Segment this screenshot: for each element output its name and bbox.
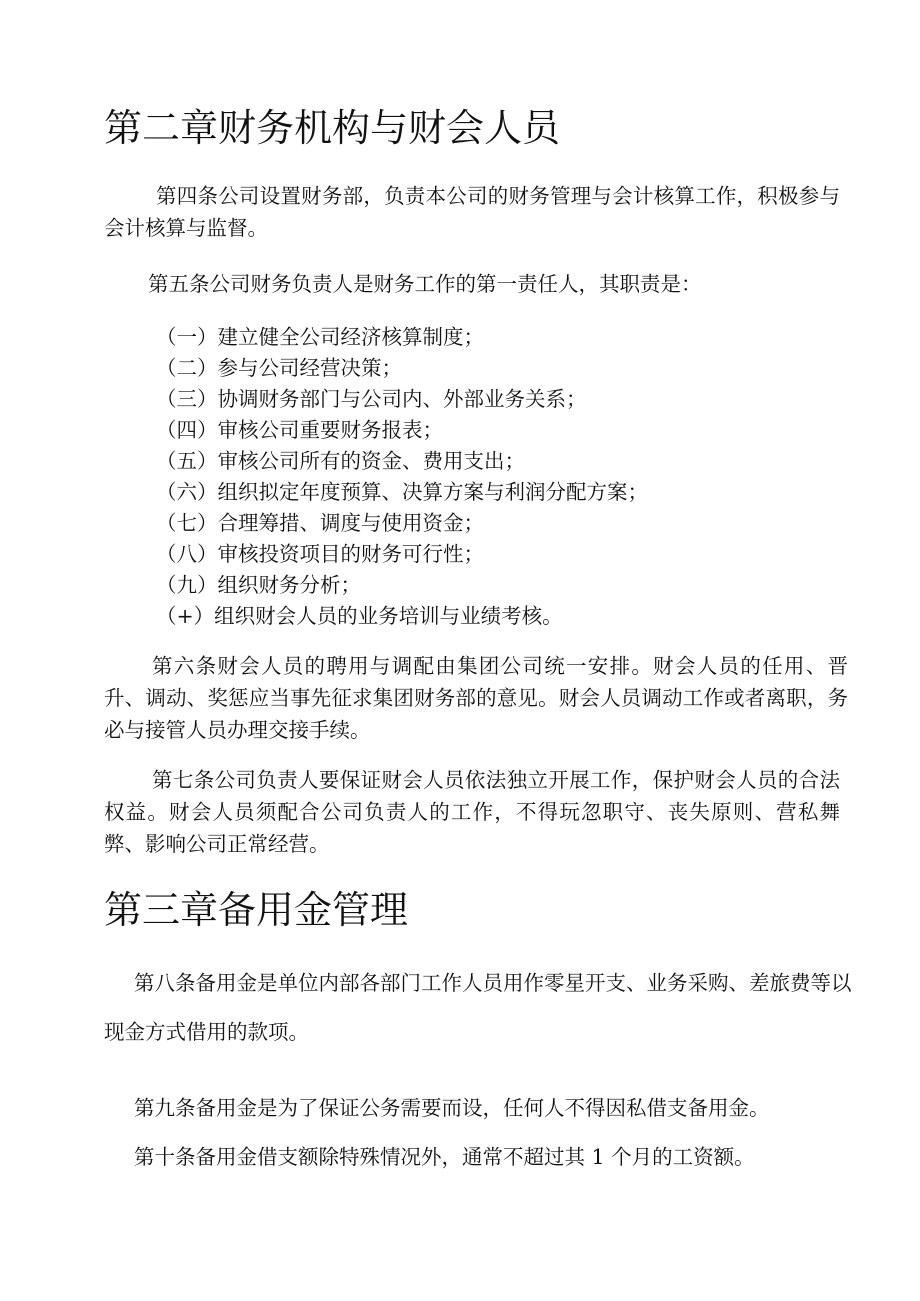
list-item: （七）合理筹措、调度与使用资金； xyxy=(156,511,484,535)
list-item: （三）协调财务部门与公司内、外部业务关系； xyxy=(156,387,587,411)
list-item: （九）组织财务分析； xyxy=(156,573,361,597)
list-item: （二）参与公司经营决策； xyxy=(156,356,402,380)
list-item: （+）组织财会人员的业务培训与业绩考核。 xyxy=(156,604,563,628)
article-9-paragraph: 第九条备用金是为了保证公务需要而设，任何人不得因私借支备用金。 xyxy=(134,1096,770,1120)
chapter-2-heading: 第二章财务机构与财会人员 xyxy=(104,106,561,150)
list-item: （四）审核公司重要财务报表； xyxy=(156,418,443,442)
list-item: （八）审核投资项目的财务可行性； xyxy=(156,542,484,566)
list-item: （六）组织拟定年度预算、决算方案与利润分配方案； xyxy=(156,480,648,504)
article-10-paragraph: 第十条备用金借支额除特殊情况外，通常不超过其 1 个月的工资额。 xyxy=(134,1145,755,1169)
duties-list xyxy=(156,322,648,632)
article-8-line-2: 现金方式借用的款项。 xyxy=(104,1020,309,1044)
article-7-paragraph: 第七条公司负责人要保证财会人员依法独立开展工作，保护财会人员的合法权益。财会人员须配合公司负责人的工作，不得玩忽职守、丧失原则、营私舞弊、影响公司正常经营。 xyxy=(104,768,840,856)
article-5-paragraph: 第五条公司财务负责人是财务工作的第一责任人，其职责是： xyxy=(148,272,702,296)
chapter-3-heading: 第三章备用金管理 xyxy=(104,888,409,932)
list-item: （一）建立健全公司经济核算制度； xyxy=(156,325,484,349)
list-item: （五）审核公司所有的资金、费用支出； xyxy=(156,449,525,473)
article-4-paragraph: 第四条公司设置财务部，负责本公司的财务管理与会计核算工作，积极参与会计核算与监督。 xyxy=(104,184,840,240)
article-6-paragraph: 第六条财会人员的聘用与调配由集团公司统一安排。财会人员的任用、晋升、调动、奖惩应当事先征求集团财务部的意见。财会人员调动工作或者离职，务必与接管人员办理交接手续。 xyxy=(104,654,848,742)
article-8-line-1: 第八条备用金是单位内部各部门工作人员用作零星开支、业务采购、差旅费等以 xyxy=(134,971,852,995)
